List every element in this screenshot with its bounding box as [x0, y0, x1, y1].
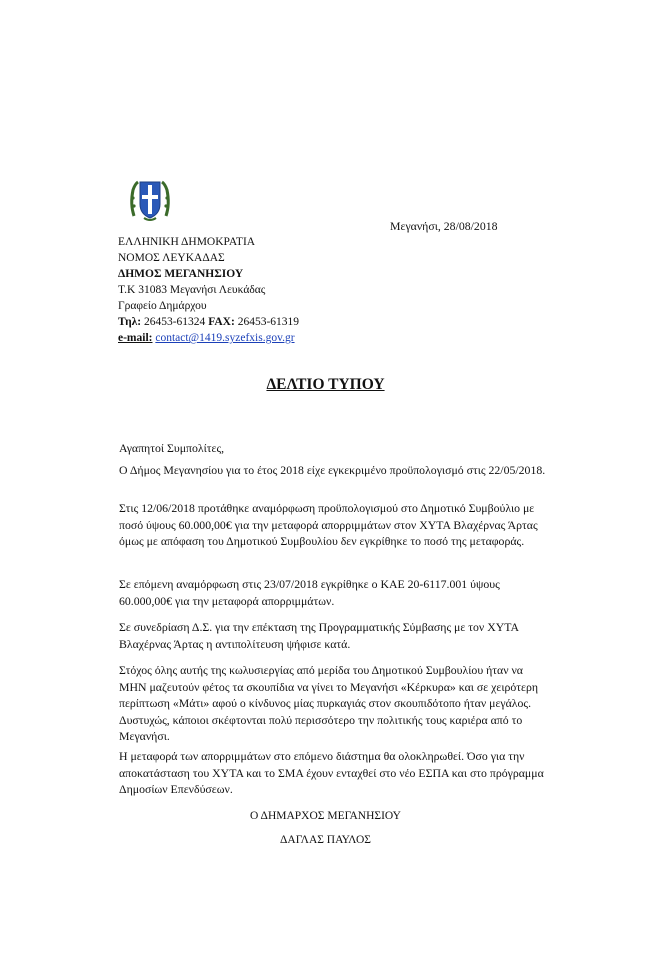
greek-coat-of-arms-icon [128, 176, 172, 222]
fax-value: 26453-61319 [234, 316, 300, 328]
signature-role: Ο ΔΗΜΑΡΧΟΣ ΜΕΓΑΝΗΣΙΟΥ [250, 810, 401, 822]
place-date: Μεγανήσι, 28/08/2018 [390, 219, 498, 233]
email-link[interactable]: contact@1419.syzefxis.gov.gr [155, 332, 295, 344]
greeting: Αγαπητοί Συμπολίτες, [119, 441, 225, 455]
header-line-republic: ΕΛΛΗΝΙΚΗ ΔΗΜΟΚΡΑΤΙΑ [118, 236, 256, 248]
header-line-postal: Τ.Κ 31083 Μεγανήσι Λευκάδας [118, 284, 266, 296]
tel-label: Τηλ: [118, 316, 142, 328]
body-paragraph: Στις 12/06/2018 προτάθηκε αναμόρφωση προϋπολογισμού στο Δημοτικό Συμβούλιο με ποσό ύψους 60.000,00€ για την μεταφορά απορριμμάτων στον ΧΥΤΑ Βλαχέρνας Άρτας όμως με απόφαση του Δημοτικού Συμβουλίου δεν εγκρίθηκε το ποσό της μεταφοράς. [119, 501, 538, 548]
body-paragraph: Σε συνεδρίαση Δ.Σ. για την επέκταση της Προγραμματικής Σύμβασης με τον ΧΥΤΑ Βλαχέρνας Άρτας η αντιπολίτευση ψήφισε κατά. [119, 620, 519, 651]
fax-label: FAX: [208, 316, 235, 328]
contact-phone-fax [118, 314, 299, 330]
body-paragraph: Ο Δήμος Μεγανησίου για το έτος 2018 είχε εγκεκριμένο προϋπολογισμό στις 22/05/2018. [119, 463, 546, 477]
header-line-office: Γραφείο Δημάρχου [118, 300, 207, 312]
email-label: e-mail: [118, 332, 153, 344]
header-line-municipality: ΔΗΜΟΣ ΜΕΓΑΝΗΣΙΟΥ [118, 268, 244, 280]
body-paragraph: Η μεταφορά των απορριμμάτων στο επόμενο διάστημα θα ολοκληρωθεί. Όσο για την αποκατάσταση του ΧΥΤΑ και το ΣΜΑ έχουν ενταχθεί στο νέο ΕΣΠΑ και στο πρόγραμμα Δημοσίων Επενδύσεων. [119, 749, 544, 796]
header-line-prefecture: ΝΟΜΟΣ ΛΕΥΚΑΔΑΣ [118, 252, 225, 264]
body-paragraph: Σε επόμενη αναμόρφωση στις 23/07/2018 εγκρίθηκε ο ΚΑΕ 20-6117.001 ύψους 60.000,00€ για την μεταφορά απορριμμάτων. [119, 577, 500, 608]
page-title: ΔΕΛΤΙΟ ΤΥΠΟΥ [266, 376, 385, 393]
contact-email [118, 330, 295, 346]
signature-name: ΔΑΓΛΑΣ ΠΑΥΛΟΣ [280, 834, 371, 846]
body-paragraph: Στόχος όλης αυτής της κωλυσιεργίας από μερίδα του Δημοτικού Συμβουλίου ήταν να ΜΗΝ μαζευτούν φέτος τα σκουπίδια να γίνει το Μεγανήσι «Κέρκυρα» και σε χειρότερη περίπτωση «Μάτι» αφού ο κίνδυνος μίας πυρκαγιάς στον σκουπιδότοπο ήταν μεγάλος. Δυστυχώς, κάποιοι σκέφτονται πολύ περισσότερο την πολιτικής τους καριέρα από το Μεγανήσι. [119, 663, 539, 743]
tel-value: 26453-61324 [141, 316, 209, 328]
